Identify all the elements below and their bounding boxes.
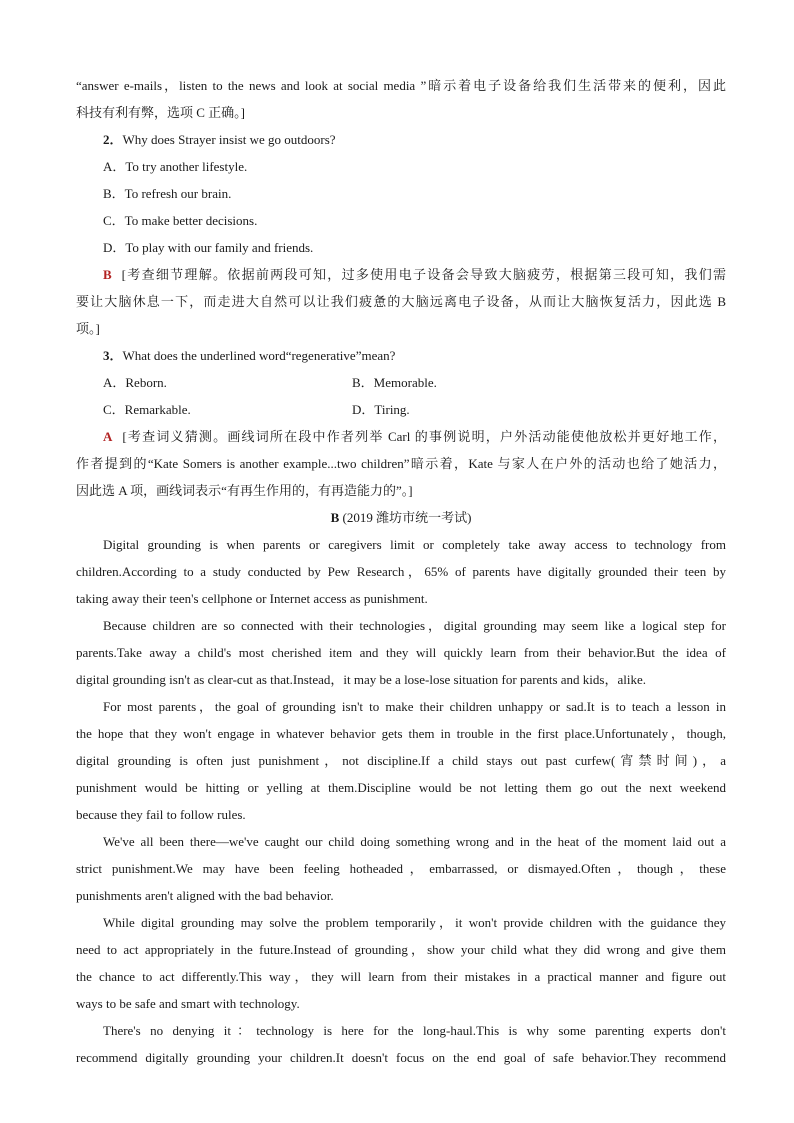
question-3-stem (76, 342, 726, 369)
passage-line: We've all been there—we've caught our child doing something wrong and in the heat of the moment laid out a (103, 834, 726, 849)
document-page (76, 72, 726, 1071)
answer-letter: B (103, 267, 112, 282)
passage-line: There's no denying it：technology is here for the long-haul.This is why some parenting experts don't (103, 1023, 726, 1038)
passage-line: Because children are so connected with their technologies，digital grounding may seem like a logical step for (103, 618, 726, 633)
passage-line: children.According to a study conducted by Pew Research，65% of parents have digitally grounded their teen by (76, 564, 726, 579)
option-c: C．Remarkable. (103, 402, 191, 417)
passage-line: taking away their teen's cellphone or Internet access as punishment. (76, 591, 428, 606)
q2-explanation-line: 项。] (76, 321, 100, 336)
passage-line: need to act appropriately in the future.Instead of grounding，show your child what they did wrong and give them (76, 942, 726, 957)
question-number: 3． (103, 348, 123, 363)
section-source: (2019 潍坊市统一考试) (342, 510, 472, 525)
passage-line: digital grounding isn't as clear-cut as that.Instead，it may be a lose-lose situation for parents and kids，alike. (76, 672, 646, 687)
option-c: C．To make better decisions. (103, 213, 258, 228)
option-row (76, 369, 726, 396)
option-a: A．Reborn. (103, 375, 167, 390)
passage-b-heading (76, 504, 726, 531)
q3-explanation-line: 作者提到的“Kate Somers is another example...two children”暗示着，Kate 与家人在户外的活动也给了她活力， (76, 456, 726, 471)
passage-line: recommend digitally grounding your children.It doesn't focus on the end goal of safe behavior.They recommend (76, 1050, 726, 1065)
passage-line: Digital grounding is when parents or caregivers limit or completely take away access to technology from (103, 537, 726, 552)
explanation-text: [考查细节理解。依据前两段可知，过多使用电子设备会导致大脑疲劳，根据第三段可知，我们需 (121, 267, 726, 282)
passage-line: For most parents，the goal of grounding isn't to make their children unhappy or sad.It is to teach a lesson in (103, 699, 726, 714)
question-text: What does the underlined word“regenerative”mean? (122, 348, 396, 363)
passage-line: While digital grounding may solve the problem temporarily，it won't provide children with the guidance they (103, 915, 726, 930)
q2-explanation-line (76, 261, 726, 288)
passage-line: because they fail to follow rules. (76, 807, 246, 822)
q2-explanation-line: 要让大脑休息一下，而走进大自然可以让我们疲惫的大脑远离电子设备，从而让大脑恢复活力，因此选 B (76, 294, 726, 309)
question-number: 2． (103, 132, 123, 147)
passage-line: strict punishment.We may have been feeling hotheaded，embarrassed, or dismayed.Often，though，these (76, 861, 726, 876)
passage-line: the hope that they won't engage in whatever behavior gets them in trouble in the first place.Unfortunately，though, (76, 726, 726, 741)
passage-line: the chance to act differently.This way，they will learn from their mistakes in a practical manner and figure out (76, 969, 726, 984)
q1-explanation-line: 科技有利有弊，选项 C 正确。] (76, 105, 246, 120)
answer-letter: A (103, 429, 113, 444)
passage-line: punishments aren't aligned with the bad behavior. (76, 888, 334, 903)
question-text: Why does Strayer insist we go outdoors? (122, 132, 336, 147)
q3-explanation-line: 因此选 A 项，画线词表示“有再生作用的，有再造能力的”。] (76, 483, 413, 498)
q3-explanation-line (76, 423, 726, 450)
option-b: B．To refresh our brain. (103, 186, 232, 201)
passage-line: ways to be safe and smart with technology. (76, 996, 300, 1011)
passage-line: punishment would be hitting or yelling at them.Discipline would be not letting them go out the next weekend (76, 780, 726, 795)
explanation-text: [考查词义猜测。画线词所在段中作者列举 Carl 的事例说明，户外活动能使他放松并更好地工作， (122, 429, 726, 444)
section-letter: B (330, 510, 340, 525)
option-b: B．Memorable. (352, 375, 437, 390)
q1-explanation-line: “answer e-mails，listen to the news and look at social media ”暗示着电子设备给我们生活带来的便利，因此 (76, 78, 726, 93)
passage-line: digital grounding is often just punishment，not discipline.If a child stays out past curfew(宵禁时间)，a (76, 753, 726, 768)
option-d: D．Tiring. (352, 402, 410, 417)
option-d: D．To play with our family and friends. (103, 240, 314, 255)
question-2-stem (76, 126, 726, 153)
passage-line: parents.Take away a child's most cherished item and they will quickly learn from their behavior.But the idea of (76, 645, 726, 660)
option-a: A．To try another lifestyle. (103, 159, 248, 174)
option-row (76, 396, 726, 423)
